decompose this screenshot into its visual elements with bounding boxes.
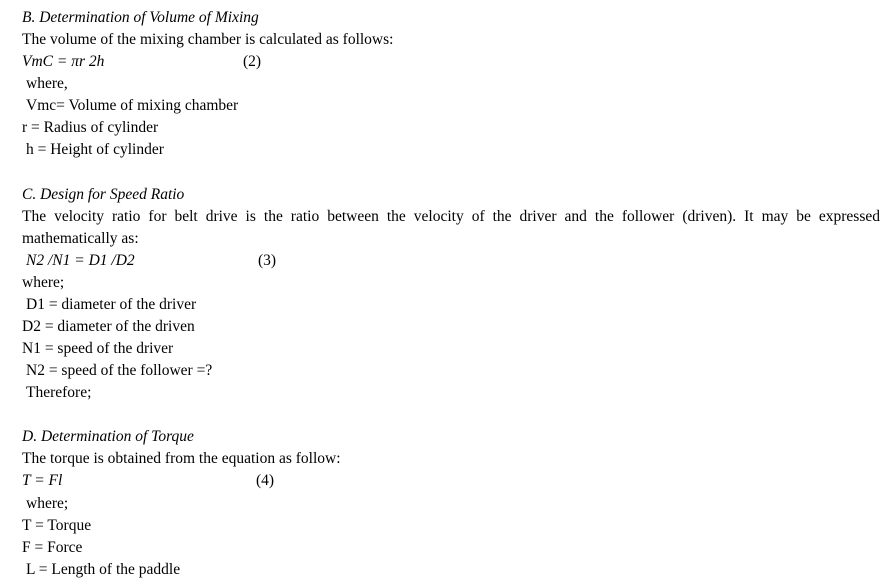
definition-d2: D2 = diameter of the driven	[22, 318, 195, 335]
section-b-intro: The volume of the mixing chamber is calculated as follows:	[22, 31, 394, 48]
section-c-where: where;	[22, 274, 65, 291]
section-d-where: where;	[26, 495, 69, 512]
section-b-where: where,	[26, 75, 68, 92]
definition-h: h = Height of cylinder	[26, 141, 164, 158]
section-c-therefore: Therefore;	[26, 384, 92, 401]
section-c-paragraph: The velocity ratio for belt drive is the ratio between the velocity of the driver and the follower (driven). It may be expressed mathematically as:	[22, 208, 880, 247]
section-c-heading: C. Design for Speed Ratio	[22, 186, 185, 203]
section-b-heading: B. Determination of Volume of Mixing	[22, 9, 259, 26]
definition-f: F = Force	[22, 539, 83, 556]
section-d-heading: D. Determination of Torque	[22, 428, 194, 445]
equation-4-number: (4)	[256, 472, 275, 489]
equation-3-number: (3)	[258, 252, 277, 269]
definition-t: T = Torque	[22, 517, 92, 534]
definition-d1: D1 = diameter of the driver	[26, 296, 197, 313]
equation-2: VmC = πr 2h	[22, 53, 105, 70]
definition-vmc: Vmc= Volume of mixing chamber	[26, 97, 239, 114]
definition-r: r = Radius of cylinder	[22, 119, 159, 136]
definition-n2: N2 = speed of the follower =?	[26, 362, 213, 379]
equation-2-number: (2)	[243, 53, 262, 70]
definition-n1: N1 = speed of the driver	[22, 340, 174, 357]
equation-4: T = Fl	[22, 472, 63, 489]
equation-3: N2 /N1 = D1 /D2	[26, 252, 135, 269]
section-d-intro: The torque is obtained from the equation as follow:	[22, 450, 341, 467]
definition-l: L = Length of the paddle	[26, 561, 181, 578]
